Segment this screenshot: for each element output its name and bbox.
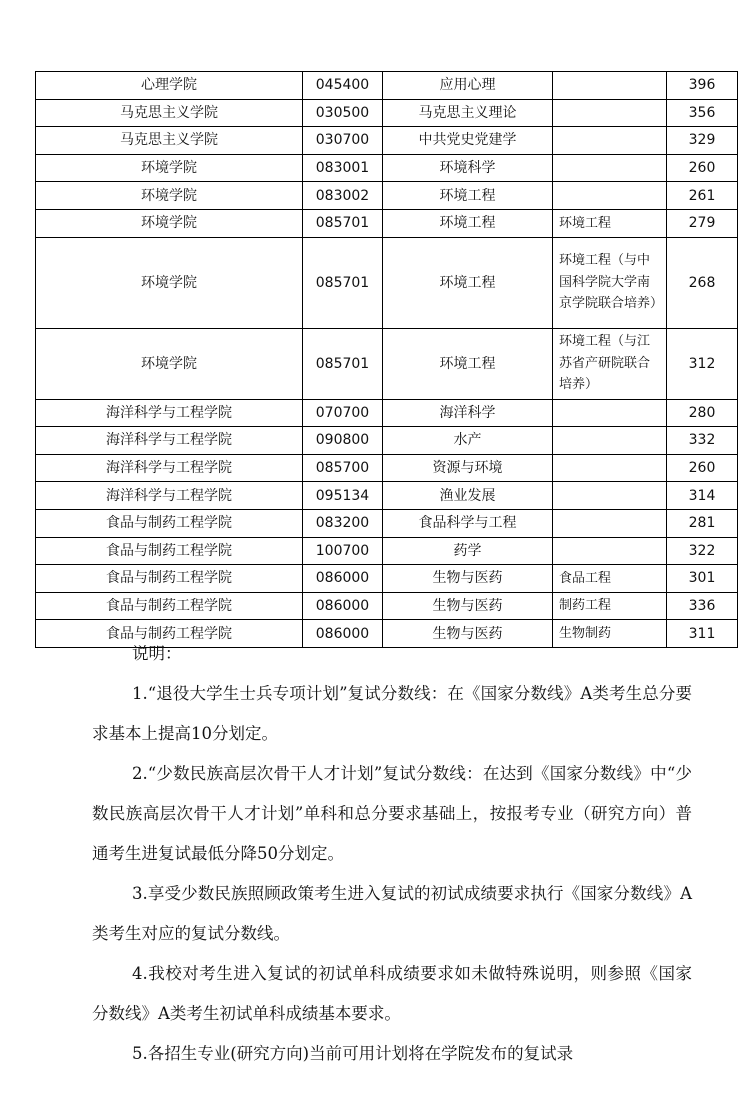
score-cell: 332 [667,427,738,455]
code-cell: 085700 [303,454,383,482]
table-row [36,565,738,593]
major-cell: 马克思主义理论 [383,99,553,127]
direction-cell: 制药工程 [553,592,667,620]
score-cell: 260 [667,454,738,482]
code-cell: 085701 [303,237,383,328]
major-cell: 资源与环境 [383,454,553,482]
note-item-1: 1.“退役大学生士兵专项计划”复试分数线：在《国家分数线》A类考生总分要求基本上提高10分划定。 [92,684,692,743]
major-cell: 中共党史党建学 [383,127,553,155]
college-cell: 马克思主义学院 [36,99,303,127]
table-row [36,182,738,210]
major-cell: 水产 [383,427,553,455]
college-cell: 食品与制药工程学院 [36,537,303,565]
score-cell: 312 [667,328,738,399]
score-cell: 280 [667,399,738,427]
direction-cell: 环境工程（与江苏省产研院联合培养） [553,328,667,399]
table-row [36,482,738,510]
major-cell: 环境工程 [383,182,553,210]
score-cell: 260 [667,154,738,182]
code-cell: 045400 [303,72,383,100]
college-cell: 马克思主义学院 [36,127,303,155]
table-row [36,72,738,100]
direction-cell [553,537,667,565]
table-row [36,328,738,399]
direction-cell [553,127,667,155]
direction-cell [553,509,667,537]
major-cell: 生物与医药 [383,592,553,620]
note-item-4: 4.我校对考生进入复试的初试单科成绩要求如未做特殊说明，则参照《国家分数线》A类考生初试单科成绩基本要求。 [92,964,692,1023]
major-cell: 海洋科学 [383,399,553,427]
college-cell: 海洋科学与工程学院 [36,399,303,427]
code-cell: 086000 [303,620,383,648]
direction-cell [553,99,667,127]
table-row [36,427,738,455]
major-cell: 环境科学 [383,154,553,182]
score-cell: 329 [667,127,738,155]
direction-cell [553,399,667,427]
table-row [36,399,738,427]
table-row [36,592,738,620]
note-item-3: 3.享受少数民族照顾政策考生进入复试的初试成绩要求执行《国家分数线》A类考生对应的复试分数线。 [92,884,692,943]
score-cell: 311 [667,620,738,648]
code-cell: 030700 [303,127,383,155]
table-row [36,237,738,328]
code-cell: 083200 [303,509,383,537]
college-cell: 环境学院 [36,237,303,328]
score-cell: 356 [667,99,738,127]
score-cell: 279 [667,209,738,237]
major-cell: 生物与医药 [383,565,553,593]
college-cell: 食品与制药工程学院 [36,620,303,648]
direction-cell [553,72,667,100]
note-item-5: 5.各招生专业(研究方向)当前可用计划将在学院发布的复试录 [132,1044,574,1063]
college-cell: 心理学院 [36,72,303,100]
major-cell: 环境工程 [383,328,553,399]
table-row [36,454,738,482]
college-cell: 海洋科学与工程学院 [36,482,303,510]
college-cell: 海洋科学与工程学院 [36,454,303,482]
code-cell: 083002 [303,182,383,210]
code-cell: 070700 [303,399,383,427]
code-cell: 030500 [303,99,383,127]
direction-cell [553,482,667,510]
table-row [36,99,738,127]
college-cell: 食品与制药工程学院 [36,565,303,593]
score-cell: 396 [667,72,738,100]
table-row [36,127,738,155]
code-cell: 095134 [303,482,383,510]
major-cell: 生物与医药 [383,620,553,648]
college-cell: 环境学院 [36,154,303,182]
major-cell: 渔业发展 [383,482,553,510]
major-cell: 环境工程 [383,237,553,328]
college-cell: 海洋科学与工程学院 [36,427,303,455]
direction-cell: 食品工程 [553,565,667,593]
college-cell: 环境学院 [36,328,303,399]
code-cell: 083001 [303,154,383,182]
direction-cell [553,454,667,482]
notes-heading: 说明： [132,644,182,663]
score-cell: 314 [667,482,738,510]
score-cell: 322 [667,537,738,565]
table-row [36,509,738,537]
table-row [36,209,738,237]
direction-cell [553,154,667,182]
score-cell: 268 [667,237,738,328]
code-cell: 086000 [303,565,383,593]
direction-cell: 环境工程 [553,209,667,237]
code-cell: 086000 [303,592,383,620]
direction-cell: 生物制药 [553,620,667,648]
score-cell: 281 [667,509,738,537]
college-cell: 食品与制药工程学院 [36,509,303,537]
score-cell: 336 [667,592,738,620]
major-cell: 环境工程 [383,209,553,237]
direction-cell: 环境工程（与中国科学院大学南京学院联合培养） [553,237,667,328]
table-row [36,154,738,182]
code-cell: 090800 [303,427,383,455]
note-item-2: 2.“少数民族高层次骨干人才计划”复试分数线：在达到《国家分数线》中“少数民族高层次骨干人才计划”单科和总分要求基础上，按报考专业（研究方向）普通考生进复试最低分降50分划定。 [92,764,692,863]
college-cell: 环境学院 [36,209,303,237]
major-cell: 应用心理 [383,72,553,100]
table-row [36,537,738,565]
major-cell: 药学 [383,537,553,565]
score-table-body [36,72,738,648]
score-cell: 301 [667,565,738,593]
code-cell: 085701 [303,209,383,237]
college-cell: 环境学院 [36,182,303,210]
direction-cell [553,182,667,210]
direction-cell [553,427,667,455]
score-table [35,71,738,648]
notes-section [92,634,692,1074]
code-cell: 100700 [303,537,383,565]
score-cell: 261 [667,182,738,210]
college-cell: 食品与制药工程学院 [36,592,303,620]
major-cell: 食品科学与工程 [383,509,553,537]
code-cell: 085701 [303,328,383,399]
